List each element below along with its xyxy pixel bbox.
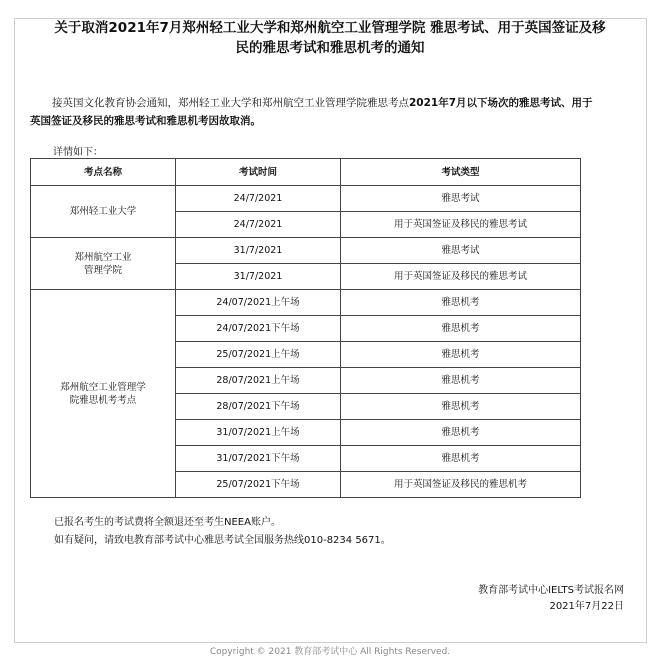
time-cell: 25/07/2021上午场	[176, 342, 341, 368]
type-cell: 雅思机考	[341, 290, 581, 316]
table-row	[31, 290, 581, 316]
header-venue: 考点名称	[31, 159, 176, 186]
signature-date: 2021年7月22日	[549, 601, 624, 612]
cancellation-table	[30, 158, 581, 498]
time-cell: 28/07/2021上午场	[176, 368, 341, 394]
time-cell: 31/07/2021下午场	[176, 446, 341, 472]
table-row	[31, 186, 581, 212]
type-cell: 雅思考试	[341, 238, 581, 264]
time-cell: 24/07/2021下午场	[176, 316, 341, 342]
intro-paragraph	[30, 94, 635, 130]
time-cell: 31/7/2021	[176, 238, 341, 264]
intro-emphasis: 2021年7月以下场次的雅思考试、用于	[409, 97, 593, 109]
venue-cell: 郑州航空工业管理学 院雅思机考考点	[31, 290, 176, 498]
document-title	[0, 18, 660, 58]
type-cell: 雅思机考	[341, 446, 581, 472]
header-type: 考试类型	[341, 159, 581, 186]
time-cell: 28/07/2021下午场	[176, 394, 341, 420]
contact-note: 如有疑问，请致电教育部考试中心雅思考试全国服务热线010-8234 5671。	[54, 535, 391, 546]
signature	[478, 583, 624, 615]
intro-emphasis-cont: 英国签证及移民的雅思考试和雅思机考因故取消。	[30, 115, 261, 127]
type-cell: 雅思机考	[341, 394, 581, 420]
detail-label: 详情如下：	[53, 147, 103, 158]
intro-text: 接英国文化教育协会通知，郑州轻工业大学和郑州航空工业管理学院雅思考点	[52, 97, 409, 109]
type-cell: 用于英国签证及移民的雅思考试	[341, 212, 581, 238]
table-row	[31, 238, 581, 264]
title-line-1: 关于取消2021年7月郑州轻工业大学和郑州航空工业管理学院 雅思考试、用于英国签证及移	[54, 20, 606, 36]
notes	[54, 514, 391, 550]
copyright-footer: Copyright © 2021 教育部考试中心 All Rights Reserved.	[209, 647, 451, 657]
time-cell: 24/7/2021	[176, 186, 341, 212]
time-cell: 31/07/2021上午场	[176, 420, 341, 446]
title-line-2: 民的雅思考试和雅思机考的通知	[235, 40, 425, 56]
time-cell: 24/7/2021	[176, 212, 341, 238]
type-cell: 雅思机考	[341, 316, 581, 342]
time-cell: 31/7/2021	[176, 264, 341, 290]
type-cell: 用于英国签证及移民的雅思机考	[341, 472, 581, 498]
header-time: 考试时间	[176, 159, 341, 186]
type-cell: 雅思考试	[341, 186, 581, 212]
type-cell: 雅思机考	[341, 368, 581, 394]
time-cell: 25/07/2021下午场	[176, 472, 341, 498]
table-header-row	[31, 159, 581, 186]
type-cell: 雅思机考	[341, 342, 581, 368]
venue-cell: 郑州航空工业 管理学院	[31, 238, 176, 290]
signature-org: 教育部考试中心IELTS考试报名网	[478, 585, 624, 596]
refund-note: 已报名考生的考试费将全额退还至考生NEEA账户。	[54, 517, 281, 528]
type-cell: 雅思机考	[341, 420, 581, 446]
type-cell: 用于英国签证及移民的雅思考试	[341, 264, 581, 290]
venue-cell: 郑州轻工业大学	[31, 186, 176, 238]
time-cell: 24/07/2021上午场	[176, 290, 341, 316]
